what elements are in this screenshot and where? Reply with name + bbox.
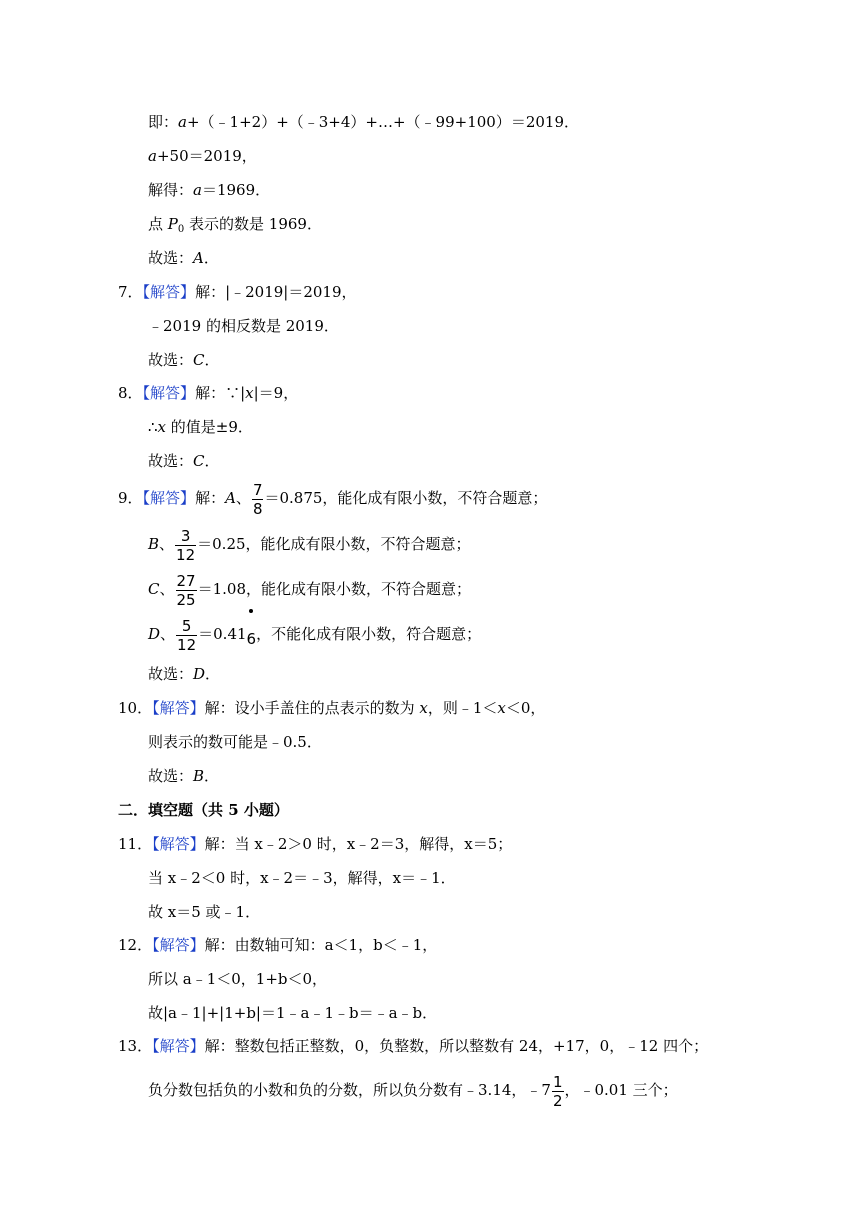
answer-line (148, 451, 220, 471)
text-line: 故|a﹣1|+|1+b|＝1﹣a﹣1﹣b＝﹣a﹣b． (148, 1004, 438, 1022)
question-number: 11． (118, 835, 153, 853)
option-label: C (148, 580, 160, 598)
var-a: a (148, 147, 157, 165)
answer-option: D (193, 665, 206, 683)
text-line (148, 614, 481, 655)
repeat-dot (249, 609, 253, 613)
text-segment: 解：|﹣2019|＝2019， (195, 283, 357, 301)
text-segment: ＜0， (505, 699, 546, 717)
text-segment: ． (205, 665, 221, 683)
var-x: x (419, 699, 428, 717)
digit: 6 (246, 630, 257, 648)
denominator: 12 (177, 635, 197, 654)
text-line (148, 146, 257, 166)
text-segment: ，不能化成有限小数，符合题意； (256, 625, 482, 643)
text-segment: 表示的数是 1969． (184, 215, 322, 233)
answer-line (148, 766, 219, 786)
text-segment: 、 (160, 625, 176, 643)
answer-tag: 【解答】 (142, 489, 196, 507)
denominator: 25 (176, 590, 196, 609)
text-line (148, 180, 270, 200)
answer-tag: 【解答】 (142, 384, 196, 402)
numerator: 1 (552, 1072, 563, 1091)
answer-tag: 【解答】 (152, 1037, 205, 1055)
text-segment: ＝1.08，能化成有限小数，不符合题意； (197, 580, 471, 598)
text-line: 则表示的数可能是﹣0.5． (148, 733, 322, 751)
answer-option: A (193, 249, 204, 267)
fraction (176, 617, 197, 654)
var-a: a (193, 181, 202, 199)
text-segment: 解：当 x﹣2＞0 时，x﹣2＝3，解得，x＝5； (204, 835, 513, 853)
text-segment: 解： (195, 489, 226, 507)
answer-option: B (193, 767, 205, 785)
text-segment: +（﹣1+2）+（﹣3+4）+…+（﹣99+100）＝2019． (186, 113, 580, 131)
question-number: 10． (118, 699, 153, 717)
text-segment: ，﹣0.01 三个； (564, 1081, 678, 1099)
question-number: 7． (118, 283, 143, 301)
answer-line (148, 350, 220, 370)
text-segment: ，则﹣1＜ (427, 699, 498, 717)
text-segment: 解：∵| (195, 384, 246, 402)
text-line (148, 417, 253, 437)
text-line (148, 524, 471, 564)
question-number: 13． (118, 1037, 153, 1055)
numerator: 27 (176, 571, 196, 590)
option-label: B (148, 535, 160, 553)
subscript: 0 (177, 224, 185, 235)
numerator: 7 (252, 480, 263, 499)
text-segment: 即： (148, 113, 179, 131)
question-8 (118, 383, 298, 403)
text-segment: 故选： (148, 665, 194, 683)
text-segment: ． (204, 452, 220, 470)
question-7 (118, 282, 357, 302)
answer-option: C (193, 351, 205, 369)
text-segment: 解：由数轴可知：a＜1，b＜﹣1， (204, 936, 438, 954)
text-line: 所以 a﹣1＜0，1+b＜0， (148, 970, 328, 988)
text-segment: 故选： (148, 452, 194, 470)
question-9 (118, 478, 547, 518)
answer-tag: 【解答】 (152, 936, 205, 954)
var-a: a (178, 113, 187, 131)
denominator: 12 (176, 545, 196, 564)
text-segment: 负分数包括负的小数和负的分数，所以负分数有﹣3.14，﹣7 (148, 1081, 551, 1099)
question-number: 12． (118, 936, 153, 954)
fraction (552, 1073, 564, 1110)
text-segment: ． (204, 767, 220, 785)
var-x: x (245, 384, 254, 402)
answer-option: C (193, 452, 205, 470)
question-12 (118, 935, 437, 955)
question-11 (118, 834, 512, 854)
text-segment: ＝0.875，能化成有限小数，不符合题意； (264, 489, 548, 507)
text-segment: ． (203, 249, 219, 267)
text-line: ﹣2019 的相反数是 2019． (148, 317, 339, 335)
option-label: A (225, 489, 236, 507)
text-segment: 解：设小手盖住的点表示的数为 (204, 699, 420, 717)
var-x: x (157, 418, 167, 436)
text-line (148, 112, 579, 132)
answer-tag: 【解答】 (152, 699, 205, 717)
text-line (148, 569, 471, 609)
text-segment: 、 (235, 489, 251, 507)
text-segment: ＝0.25，能化成有限小数，不符合题意； (197, 535, 471, 553)
fraction (175, 527, 196, 564)
text-segment: 解得： (148, 181, 194, 199)
text-segment: 故选： (148, 767, 194, 785)
answer-tag: 【解答】 (142, 283, 196, 301)
answer-line (148, 664, 220, 684)
text-segment: 故选： (148, 249, 194, 267)
denominator: 2 (552, 1091, 563, 1110)
text-segment: ＝0.41 (198, 625, 247, 643)
question-number: 9． (118, 489, 143, 507)
question-number: 8． (118, 384, 143, 402)
text-segment: 的值是±9． (166, 418, 253, 436)
fraction (252, 481, 264, 518)
text-line (148, 214, 322, 240)
option-label: D (148, 625, 161, 643)
denominator: 8 (252, 499, 263, 518)
numerator: 5 (181, 616, 192, 635)
text-line (148, 1070, 678, 1110)
repeating-digit (247, 619, 257, 659)
section-heading: 二．填空题（共 5 小题） (118, 801, 289, 819)
var-p: P (167, 215, 178, 233)
fraction (176, 572, 197, 609)
text-segment: ∴ (148, 418, 158, 436)
text-line: 当 x﹣2＜0 时，x﹣2＝﹣3，解得，x＝﹣1． (148, 869, 456, 887)
question-10 (118, 698, 545, 718)
numerator: 3 (180, 526, 191, 545)
text-segment: 、 (159, 535, 175, 553)
text-line: 故 x＝5 或﹣1． (148, 903, 261, 921)
answer-line (148, 248, 219, 268)
text-segment: +50＝2019， (156, 147, 257, 165)
text-segment: 、 (159, 580, 175, 598)
text-segment: 点 (148, 215, 168, 233)
question-13 (118, 1036, 708, 1056)
text-segment: ＝1969． (201, 181, 271, 199)
var-x: x (497, 699, 506, 717)
text-segment: ． (204, 351, 220, 369)
text-segment: 解：整数包括正整数，0，负整数，所以整数有 24，+17，0，﹣12 四个； (204, 1037, 709, 1055)
text-segment: 故选： (148, 351, 194, 369)
answer-tag: 【解答】 (152, 835, 205, 853)
text-segment: |＝9， (253, 384, 299, 402)
